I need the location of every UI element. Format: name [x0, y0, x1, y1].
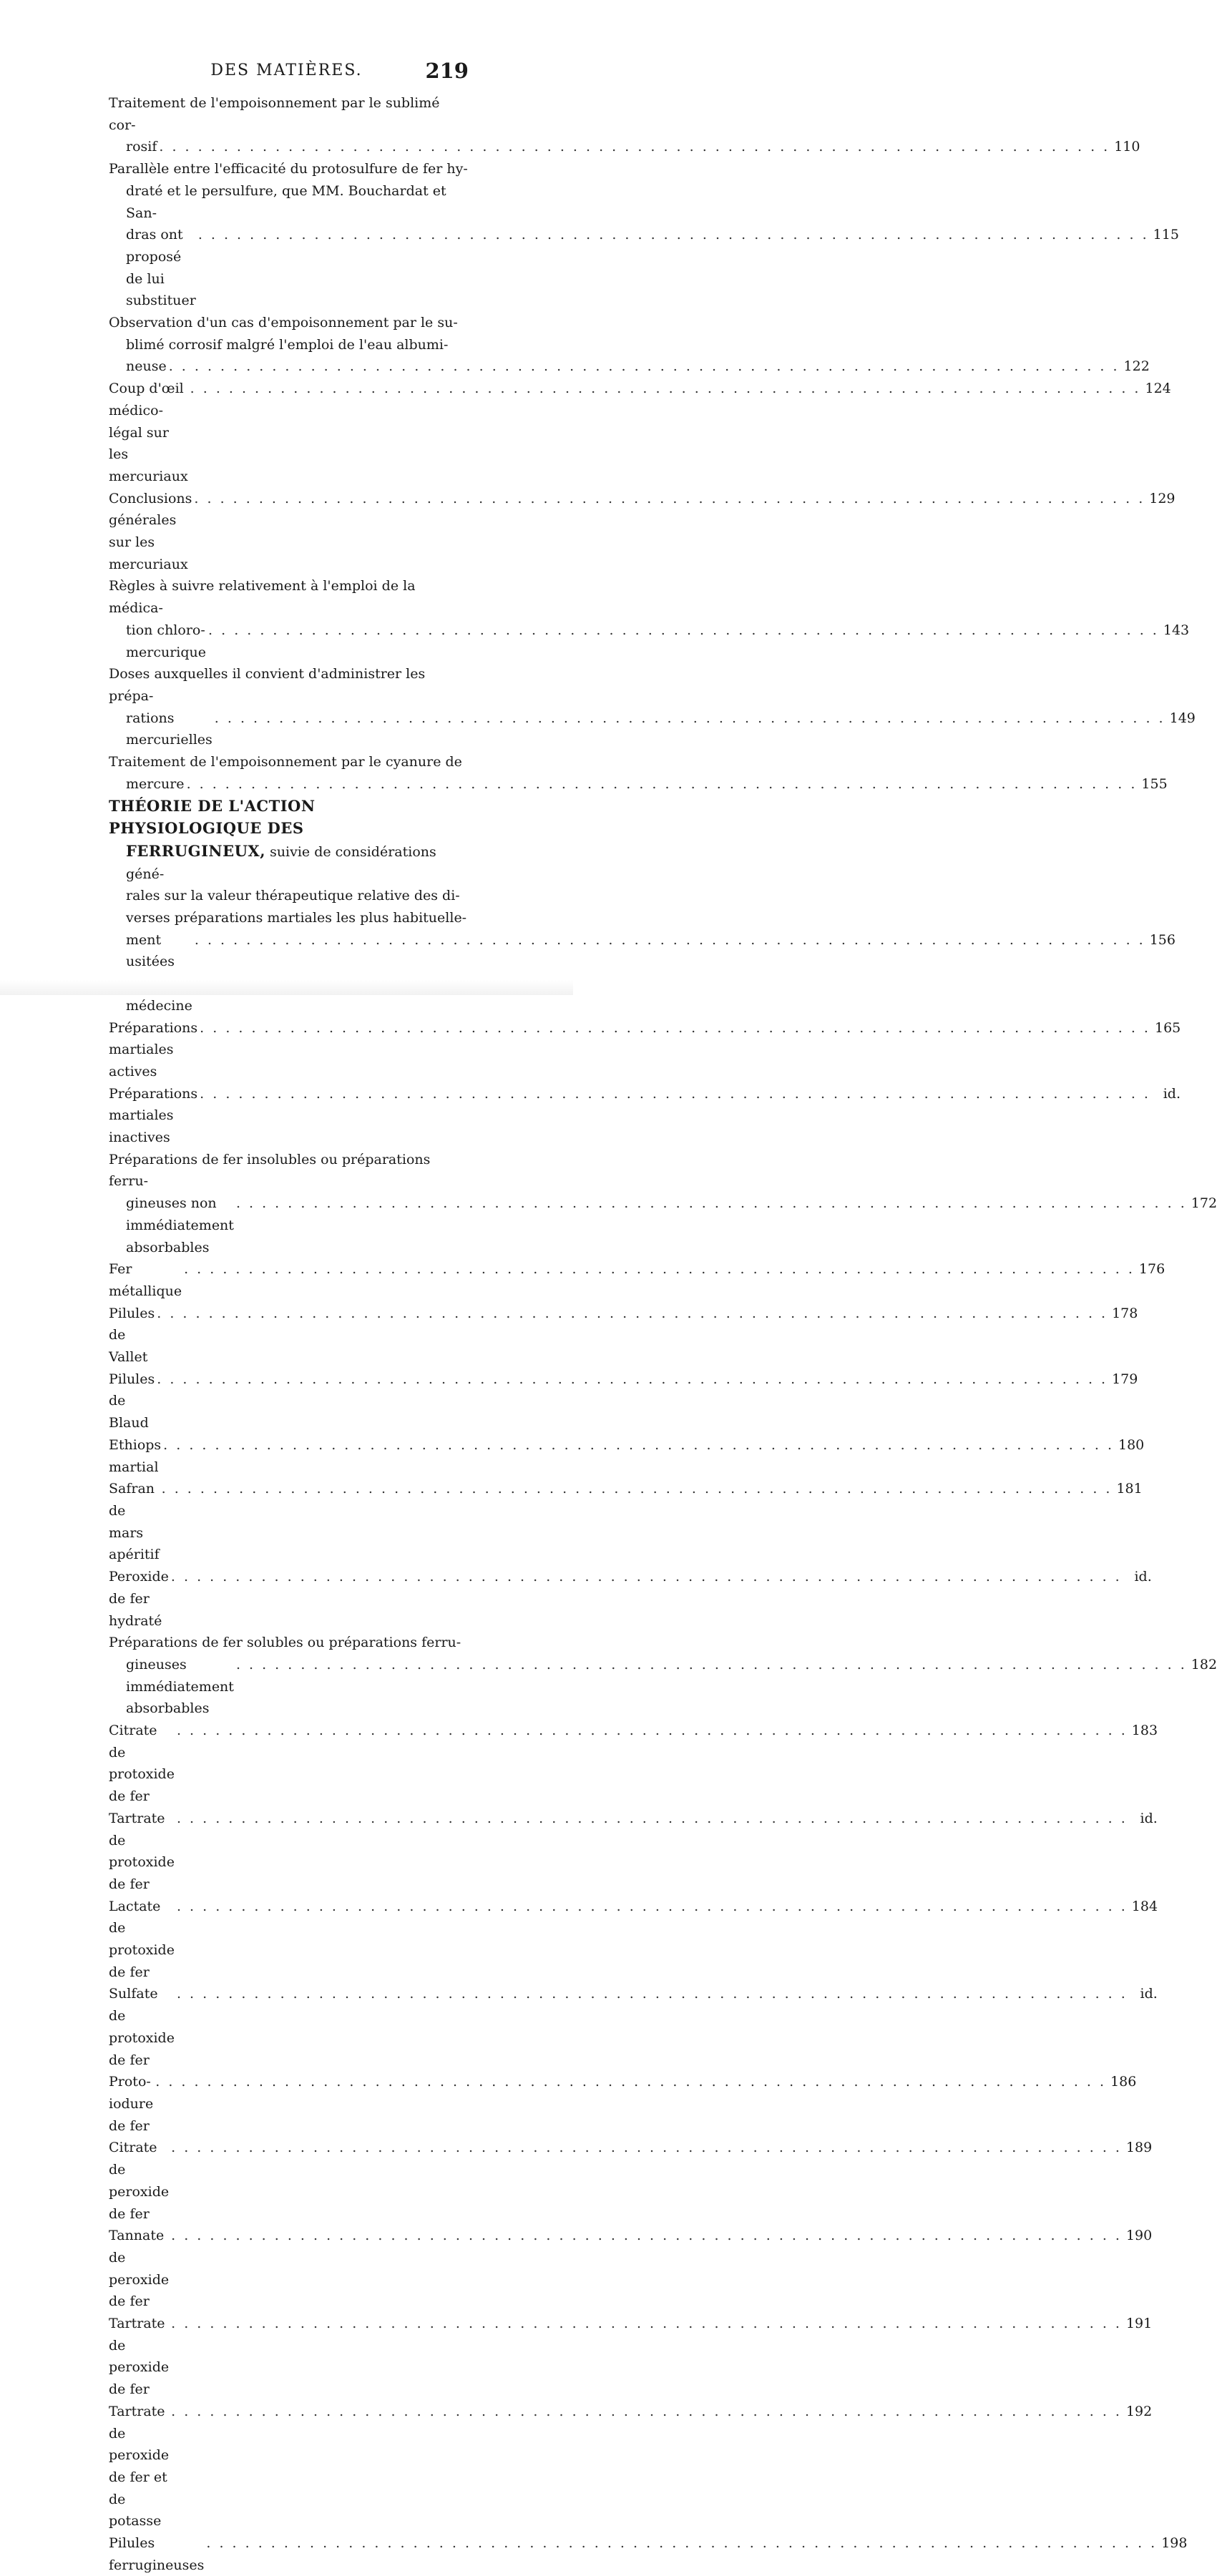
toc-entry-text: Coup d'œil médico-légal sur les mercuriaux — [109, 381, 188, 484]
page-bottom-edge — [0, 980, 573, 995]
toc-entry-last-line — [109, 1896, 1158, 1984]
toc-entry-text: Safran de mars apéritif — [109, 1481, 160, 1563]
toc-part-2 — [109, 1017, 1217, 2576]
toc-entry — [109, 1983, 1158, 2071]
toc-entry-text: Tartrate de protoxide de fer — [109, 1810, 175, 1892]
section-title: THÉORIE DE L'ACTION PHYSIOLOGIQUE DES — [109, 796, 316, 838]
toc-entry-text: Sulfate de protoxide de fer — [109, 1986, 175, 2068]
toc-page-number: id. — [1140, 1810, 1158, 1826]
leader-dots — [177, 1720, 1128, 1742]
toc-entry-line: Traitement de l'empoisonnement par le sublimé cor- — [109, 95, 440, 133]
toc-entry-text: Peroxide de fer hydraté — [109, 1569, 169, 1629]
toc-entry-text: Pilules de Blaud — [109, 1371, 155, 1431]
toc-entry-text: Pilules de Vallet — [109, 1305, 155, 1366]
toc-entry-last-line — [109, 1258, 1165, 1302]
toc-entry — [109, 1149, 1217, 1259]
toc-page-number: 122 — [1123, 358, 1150, 375]
toc-entry-last-line — [109, 1083, 1181, 1149]
toc-page-number: 183 — [1131, 1723, 1158, 1739]
toc-page-number: 124 — [1145, 381, 1171, 397]
section-line-2: rales sur la valeur thérapeutique relative des di- — [126, 888, 460, 904]
toc-entry-text: Tartrate de peroxide de fer et de potasse — [109, 2403, 170, 2530]
toc-entry-last-line — [109, 773, 1168, 795]
toc-entry — [109, 92, 1140, 158]
toc-entry-text: gineuses immédiatement absorbables — [126, 1656, 234, 1717]
toc-entry-line: Parallèle entre l'efficacité du protosulfure de fer hy- — [109, 161, 468, 177]
toc-entry — [109, 1478, 1143, 1566]
toc-entry-text: Préparations martiales actives — [109, 1019, 198, 1079]
toc-entry-last-line — [109, 224, 1179, 312]
leader-dots — [215, 707, 1165, 730]
toc-page-number: 155 — [1141, 775, 1168, 792]
header-page-number: 219 — [425, 59, 469, 83]
leader-dots — [157, 1303, 1108, 1325]
toc-entry-line: Préparations de fer solubles ou préparations ferru- — [109, 1635, 461, 1651]
toc-page-number: 179 — [1112, 1371, 1138, 1387]
leader-dots — [200, 1017, 1150, 1039]
toc-entry-line: Doses auxquelles il convient d'administrer les prépa- — [109, 666, 426, 704]
leader-dots — [162, 1478, 1113, 1500]
toc-entry — [109, 2137, 1153, 2225]
toc-page-number: 182 — [1191, 1656, 1217, 1673]
toc-entry-last-line — [109, 1434, 1145, 1478]
toc-entry-last-line — [109, 2071, 1137, 2137]
toc-page-number: 192 — [1125, 2403, 1153, 2419]
toc-entry-last-line — [109, 356, 1150, 378]
toc-entry-text: Tannate de peroxide de fer — [109, 2228, 170, 2310]
toc-entry — [109, 2401, 1153, 2532]
section-last-text: ment usitées médecine — [126, 931, 192, 1014]
toc-page-number: 115 — [1153, 227, 1179, 243]
leader-dots — [171, 2137, 1122, 2159]
toc-entry-text: Fer métallique — [109, 1261, 182, 1299]
toc-entry-last-line — [109, 136, 1140, 158]
toc-entry — [109, 312, 1150, 378]
leader-dots — [171, 1566, 1122, 1588]
toc-entry-text: Pilules ferrugineuses — [109, 2535, 205, 2573]
toc-entry-line: Traitement de l'empoisonnement par le cyanure de — [109, 754, 462, 770]
toc-entry-text: Lactate de protoxide de fer — [109, 1898, 175, 1980]
toc-page-number: 190 — [1125, 2228, 1153, 2244]
toc-entry — [109, 1258, 1165, 1302]
toc-entry-text: rosif — [126, 139, 157, 155]
toc-entry-last-line — [109, 1192, 1217, 1258]
toc-entry-text: mercure — [126, 775, 185, 792]
toc-entry — [109, 1083, 1181, 1149]
toc-entry — [109, 1017, 1181, 1083]
toc-entry-text: Conclusions générales sur les mercuriaux — [109, 490, 192, 572]
toc-entry-text: neuse — [126, 358, 167, 375]
toc-page-number: 198 — [1161, 2535, 1188, 2552]
toc-page-number: 181 — [1116, 1481, 1143, 1497]
running-header — [0, 59, 573, 83]
leader-dots — [187, 773, 1138, 795]
toc-entry-text: gineuses non immédiatement absorbables — [126, 1195, 234, 1255]
toc-entry-last-line — [109, 1303, 1138, 1368]
section-page-number: 156 — [1149, 931, 1176, 948]
toc-page-number: 129 — [1149, 490, 1176, 506]
toc-entry — [109, 1632, 1217, 1720]
toc-entry-text: Tartrate de peroxide de fer — [109, 2316, 170, 2398]
toc-entry-last-line — [109, 2137, 1153, 2225]
toc-entry-text: Préparations martiales inactives — [109, 1085, 198, 1146]
toc-page-number: 149 — [1169, 710, 1196, 726]
toc-entry — [109, 2225, 1153, 2313]
toc-entry — [109, 1896, 1158, 1984]
toc-entry — [109, 1368, 1138, 1434]
toc-entry — [109, 2313, 1153, 2401]
toc-page-number: 189 — [1125, 2140, 1153, 2156]
toc-page-number: 191 — [1125, 2316, 1153, 2332]
section-line-3: verses préparations martiales les plus habituelle- — [126, 910, 467, 926]
toc-page-number: 176 — [1138, 1261, 1165, 1278]
table-of-contents — [109, 92, 1217, 2576]
toc-entry-last-line — [109, 707, 1196, 751]
leader-dots — [194, 488, 1145, 510]
toc-entry-last-line — [109, 488, 1176, 576]
toc-entry-last-line — [109, 1983, 1158, 2071]
toc-entry-line: Règles à suivre relativement à l'emploi de la médica- — [109, 578, 416, 617]
toc-entry — [109, 158, 1179, 312]
leader-dots — [171, 2401, 1122, 2423]
toc-entry-last-line — [109, 1654, 1217, 1720]
toc-entry-last-line — [109, 2313, 1153, 2401]
leader-dots — [169, 356, 1120, 378]
toc-entry — [109, 1303, 1138, 1368]
toc-page-number: id. — [1140, 1986, 1158, 2002]
toc-entry — [109, 2071, 1137, 2137]
leader-dots — [184, 1258, 1135, 1280]
toc-page-number: id. — [1163, 1085, 1181, 1102]
toc-part-1 — [109, 92, 1196, 795]
toc-entry-last-line — [109, 1808, 1158, 1896]
leader-dots — [177, 1808, 1128, 1830]
toc-page-number: 186 — [1110, 2074, 1137, 2090]
toc-page-number: 110 — [1114, 139, 1140, 155]
leader-dots — [200, 1083, 1150, 1105]
toc-entry-last-line — [109, 2532, 1188, 2576]
toc-entry-last-line — [109, 1566, 1152, 1632]
leader-dots — [195, 929, 1145, 951]
toc-entry-text: Citrate de protoxide de fer — [109, 1723, 175, 1805]
toc-entry-line: Observation d'un cas d'empoisonnement par le su- — [109, 315, 458, 331]
toc-entry — [109, 1808, 1158, 1896]
toc-entry-last-line — [109, 1368, 1138, 1434]
toc-entry-line: draté et le persulfure, que MM. Bouchardat et San- — [126, 182, 446, 221]
leader-dots — [171, 2225, 1122, 2247]
toc-page-number: 143 — [1163, 622, 1190, 638]
leader-dots — [177, 1896, 1128, 1918]
toc-entry-text: tion chloro-mercurique — [126, 622, 207, 660]
toc-entry-text: rations mercurielles — [126, 710, 212, 748]
leader-dots — [171, 2313, 1122, 2335]
leader-dots — [206, 2532, 1157, 2555]
toc-entry — [109, 575, 1190, 663]
toc-entry-last-line — [109, 2401, 1153, 2532]
toc-entry — [109, 488, 1176, 576]
toc-entry-last-line — [109, 2225, 1153, 2313]
leader-dots — [177, 1983, 1128, 2005]
toc-entry-text: Citrate de peroxide de fer — [109, 2140, 170, 2222]
toc-entry-text: Proto-iodure de fer — [109, 2074, 154, 2134]
toc-entry-last-line — [109, 619, 1190, 663]
toc-entry — [109, 663, 1196, 751]
toc-entry-text: dras ont proposé de lui substituer — [126, 227, 196, 309]
toc-entry-last-line — [109, 1478, 1143, 1566]
toc-entry — [109, 378, 1171, 488]
section-title-2: FERRUGINEUX, — [126, 841, 266, 860]
toc-entry-last-line — [109, 378, 1171, 488]
leader-dots — [159, 136, 1110, 158]
leader-dots — [190, 378, 1141, 400]
toc-page-number: 178 — [1112, 1305, 1138, 1321]
leader-dots — [236, 1192, 1187, 1215]
toc-page-number: 172 — [1191, 1195, 1217, 1212]
toc-entry — [109, 1434, 1145, 1478]
leader-dots — [157, 1368, 1108, 1391]
toc-page-number: 180 — [1118, 1436, 1145, 1453]
leader-dots — [208, 619, 1159, 642]
toc-entry — [109, 751, 1168, 795]
section-last-line — [109, 929, 1176, 1017]
toc-entry-line: blimé corrosif malgré l'emploi de l'eau albumi- — [126, 336, 449, 353]
toc-page-number: 184 — [1131, 1898, 1158, 1914]
toc-page-number: 165 — [1154, 1019, 1181, 1036]
leader-dots — [198, 224, 1149, 246]
header-title: DES MATIÈRES. — [210, 62, 363, 79]
section-line-1: suivie de considérations géné- — [126, 843, 436, 882]
toc-entry-last-line — [109, 1017, 1181, 1083]
leader-dots — [163, 1434, 1114, 1456]
toc-entry-text: Ethiops martial — [109, 1436, 162, 1475]
toc-page-number: id. — [1134, 1569, 1152, 1585]
toc-entry — [109, 1566, 1152, 1632]
toc-entry — [109, 2532, 1188, 2576]
leader-dots — [236, 1654, 1187, 1676]
leader-dots — [155, 2071, 1106, 2093]
toc-entry — [109, 1720, 1158, 1808]
toc-entry-last-line — [109, 1720, 1158, 1808]
toc-entry-line: Préparations de fer insolubles ou préparations ferru- — [109, 1151, 431, 1190]
